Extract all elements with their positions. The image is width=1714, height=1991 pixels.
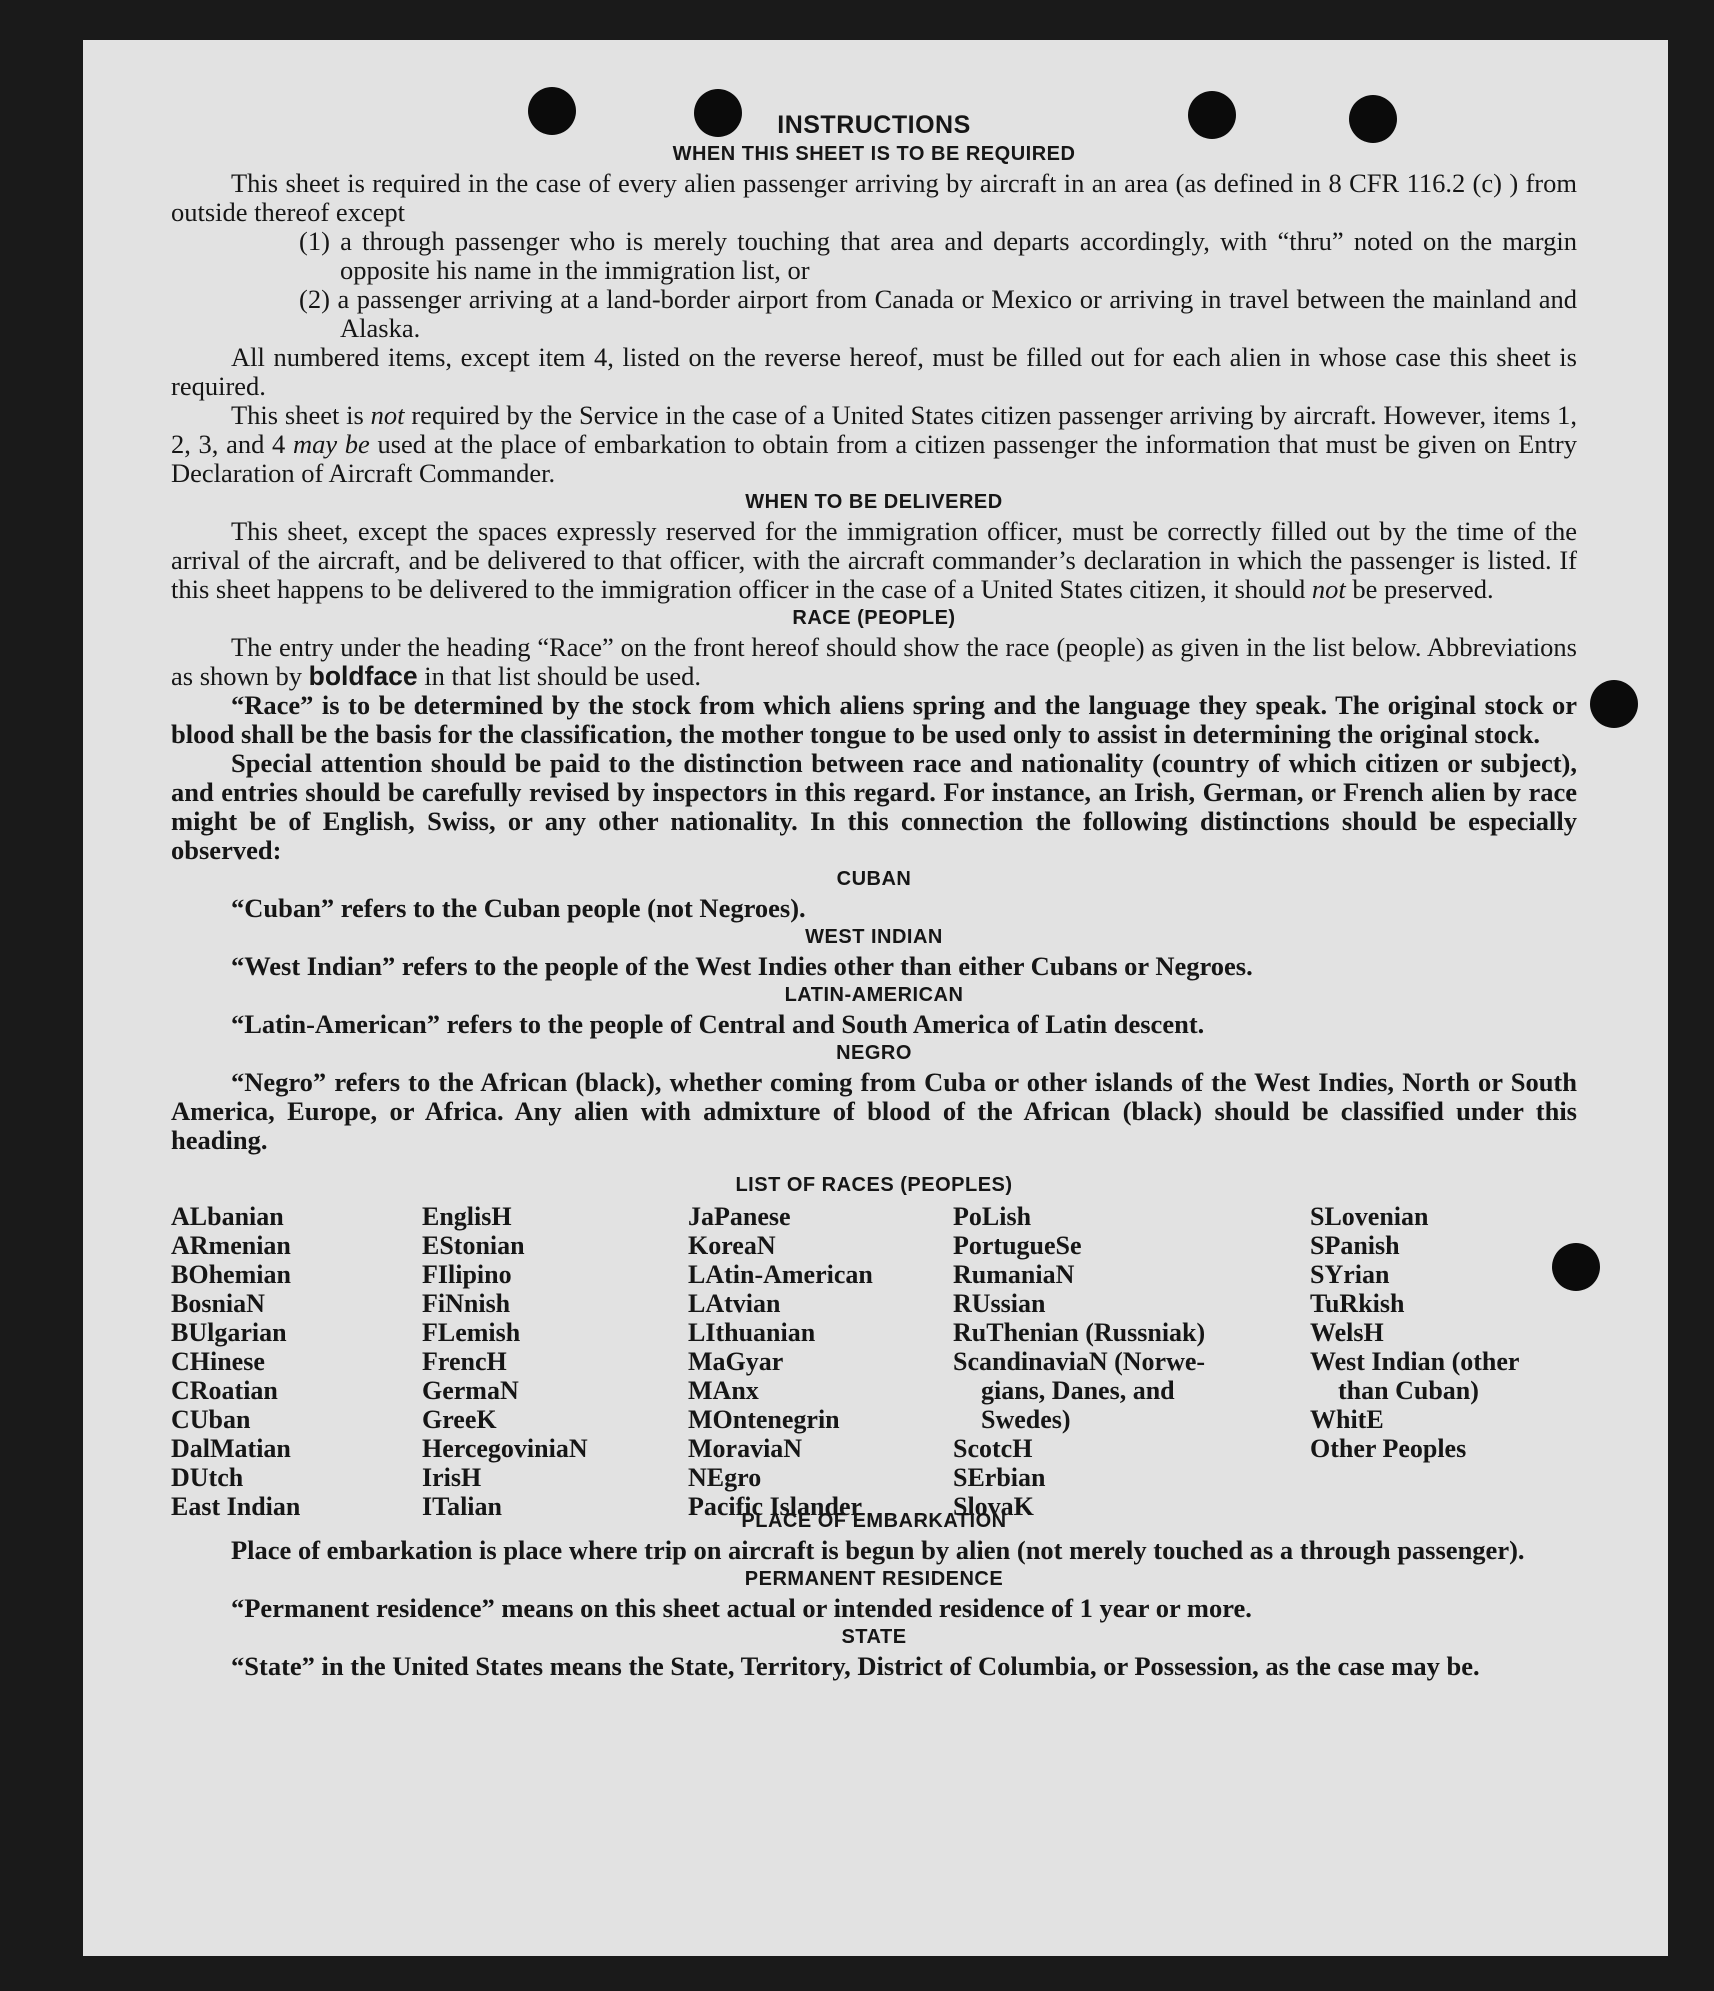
section-heading-when-delivered: WHEN TO BE DELIVERED [745,491,1003,513]
race-item: SPanish [1310,1231,1400,1260]
race-item: East Indian [171,1492,301,1521]
race-item: than Cuban) [1338,1376,1479,1405]
race-item: ScotcH [953,1434,1033,1463]
race-item: RUssian [953,1289,1046,1318]
section-heading-embarkation: PLACE OF EMBARKATION [741,1510,1007,1532]
race-item: Pacific Islander [688,1492,863,1521]
race-item: DUtch [171,1463,244,1492]
paragraph: All numbered items, except item 4, listed on the reverse hereof, must be filled out for each alien in whose case this sheet is required. [171,342,1577,401]
section-heading-negro: NEGRO [836,1042,912,1064]
text-run: This sheet, except the spaces expressly reserved for the immigration officer, must be correctly filled out by the time of the arrival of the aircraft, and be delivered to that officer, with the aircraft commander’s declaration in which the passenger is listed. If this sheet happens to be delivered to the immigration officer in the case of a United States citizen, it should [171,516,1577,604]
punch-hole [1590,680,1638,728]
paragraph: “West Indian” refers to the people of the West Indies other than either Cubans or Negroes. [231,951,1253,981]
race-item: FiNnish [422,1289,511,1318]
text-run: This sheet is [231,400,371,430]
race-item: JaPanese [688,1202,791,1231]
race-item: MaGyar [688,1347,784,1376]
document-sheet [83,40,1668,1956]
section-heading-list-of-races: LIST OF RACES (PEOPLES) [735,1174,1013,1196]
section-heading-latin-american: LATIN-AMERICAN [784,984,964,1006]
paragraph [171,633,1577,691]
paragraph: “Race” is to be determined by the stock from which aliens spring and the language they speak. The original stock or blood shall be the basis for the classification, the mother tongue to be used only to assist in determining the original stock. [171,690,1577,749]
section-heading-residence: PERMANENT RESIDENCE [744,1568,1004,1590]
race-column [1310,1202,1519,1463]
race-item: ALbanian [171,1202,284,1231]
race-item: BUlgarian [171,1318,287,1347]
instructions-content [171,110,1577,1681]
race-item: SLovenian [1310,1202,1429,1231]
italic-text: may be [292,429,370,459]
section-heading-state: STATE [841,1626,907,1648]
race-item: EnglisH [422,1202,512,1231]
paragraph: Place of embarkation is place where trip on aircraft is begun by alien (not merely touched as a through passenger). [231,1535,1525,1565]
race-item: Swedes) [981,1405,1071,1434]
race-item: ARmenian [171,1231,291,1260]
race-item: CHinese [171,1347,265,1376]
race-item: West Indian (other [1310,1347,1520,1376]
race-item: SlovaK [953,1492,1034,1521]
race-item: WelsH [1310,1318,1384,1347]
race-item: FrencH [422,1347,507,1376]
race-item: ScandinaviaN (Norwe- [953,1347,1206,1376]
race-item: SYrian [1310,1260,1390,1289]
race-item: IrisH [422,1463,482,1492]
race-item: DalMatian [171,1434,291,1463]
race-item: BOhemian [171,1260,291,1289]
text-run: be preserved. [1345,574,1494,604]
paragraph: “State” in the United States means the State, Territory, District of Columbia, or Possession, as the case may be. [231,1651,1480,1681]
race-item: MAnx [688,1376,759,1405]
race-item: WhitE [1310,1405,1384,1434]
paragraph [171,401,1577,488]
race-item: MoraviaN [688,1434,803,1463]
race-item: Other Peoples [1310,1434,1467,1463]
race-item: ITalian [422,1492,502,1521]
race-item: SErbian [953,1463,1046,1492]
race-item: HercegoviniaN [422,1434,588,1463]
race-item: gians, Danes, and [981,1376,1175,1405]
race-item: PoLish [953,1202,1032,1231]
text-run: used at the place of embarkation to obtain from a citizen passenger the information that must be given on Entry Declaration of Aircraft Commander. [171,429,1577,488]
paragraph: “Latin-American” refers to the people of Central and South America of Latin descent. [231,1009,1205,1039]
paragraph: Special attention should be paid to the distinction between race and nationality (country of which citizen or subject), and entries should be carefully revised by inspectors in this regard. For instance, an Irish, German, or French alien by race might be of English, Swiss, or any other nationality. In this connection the following distinctions should be especially observed: [171,748,1577,865]
race-column [422,1202,588,1521]
italic-text: not [370,400,405,430]
race-item: LAtvian [688,1289,781,1318]
text-run: The entry under the heading “Race” on the front hereof should show the race (people) as given in the list below. Abbreviations as shown by [171,632,1577,691]
race-item: CRoatian [171,1376,278,1405]
race-item: TuRkish [1310,1289,1405,1318]
text-run: required by the Service in the case of a United States citizen passenger arriving by aircraft. However, items 1, 2, 3, and 4 [171,400,1577,459]
race-item: EStonian [422,1231,525,1260]
list-item: (1) a through passenger who is merely touching that area and departs accordingly, with “thru” noted on the margin opposite his name in the immigration list, or [299,226,1577,285]
section-heading-when-required: WHEN THIS SHEET IS TO BE REQUIRED [672,143,1076,165]
race-item: BosniaN [171,1289,265,1318]
text-run: in that list should be used. [417,661,702,691]
race-item: GreeK [422,1405,497,1434]
italic-text: not [1311,574,1346,604]
race-column [688,1202,873,1521]
race-item: NEgro [688,1463,762,1492]
page-title: INSTRUCTIONS [777,111,971,139]
section-heading-west-indian: WEST INDIAN [805,926,943,948]
paragraph: This sheet is required in the case of every alien passenger arriving by aircraft in an area (as defined in 8 CFR 116.2 (c) ) from outside thereof except [171,168,1577,227]
race-item: RuThenian (Russniak) [953,1318,1206,1347]
race-column [953,1202,1205,1521]
section-heading-cuban: CUBAN [836,868,912,890]
section-heading-race: RACE (PEOPLE) [792,607,956,629]
race-item: FIlipino [422,1260,512,1289]
race-item: GermaN [422,1376,519,1405]
race-column [171,1202,300,1521]
paragraph: “Cuban” refers to the Cuban people (not Negroes). [231,893,806,923]
race-item: LAtin-American [688,1260,873,1289]
bold-text: boldface [308,661,418,691]
race-item: KoreaN [688,1231,776,1260]
paragraph: “Negro” refers to the African (black), whether coming from Cuba or other islands of the West Indies, North or South America, Europe, or Africa. Any alien with admixture of blood of the African (black) should be classified under this heading. [171,1067,1577,1155]
race-item: LIthuanian [688,1318,816,1347]
paragraph [171,517,1577,604]
paragraph: “Permanent residence” means on this sheet actual or intended residence of 1 year or more. [231,1593,1252,1623]
list-item: (2) a passenger arriving at a land-border airport from Canada or Mexico or arriving in travel between the mainland and Alaska. [299,284,1577,343]
race-item: RumaniaN [953,1260,1075,1289]
race-item: PortugueSe [953,1231,1082,1260]
race-item: FLemish [422,1318,521,1347]
race-item: CUban [171,1405,251,1434]
race-item: MOntenegrin [688,1405,840,1434]
